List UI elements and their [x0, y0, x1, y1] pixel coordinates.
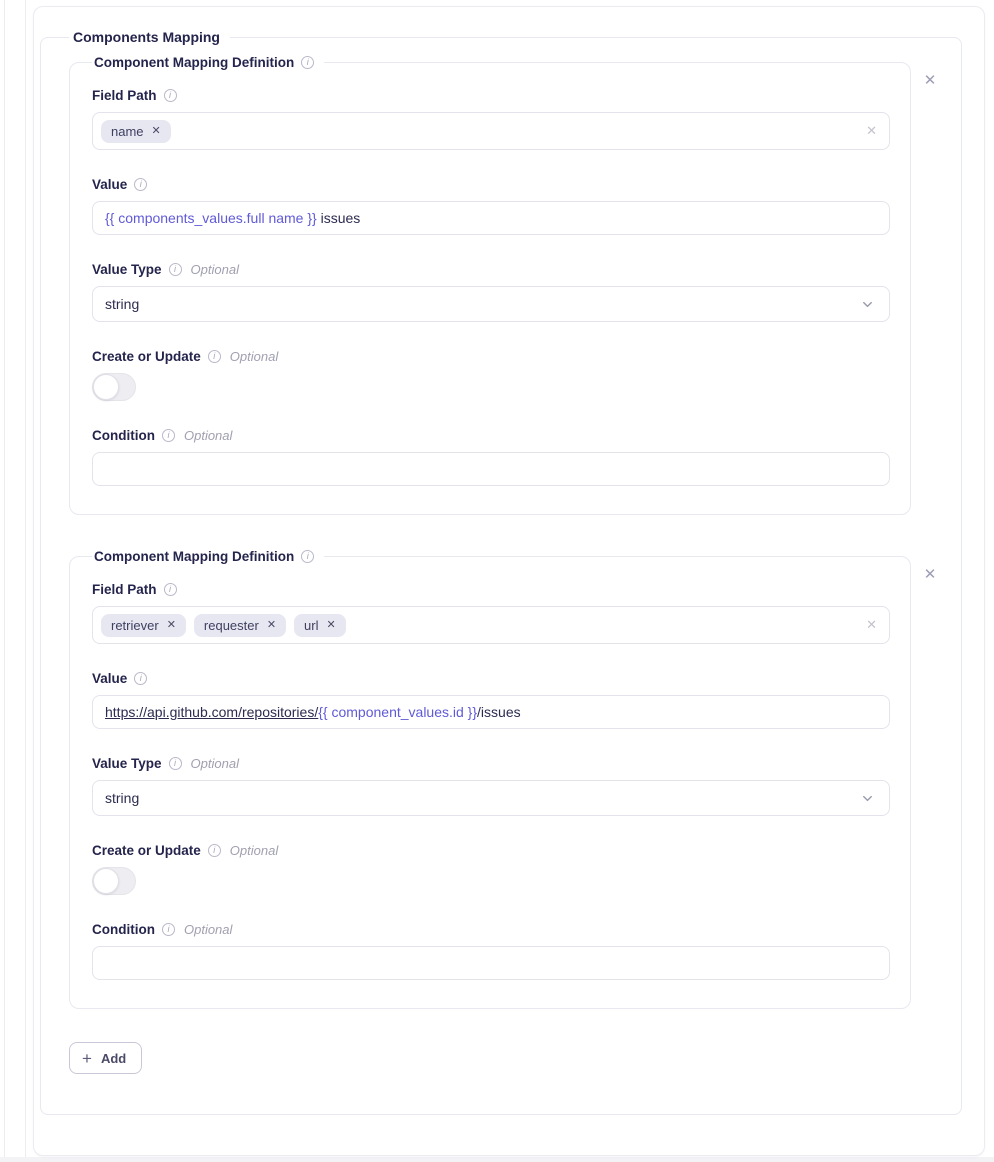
field-path-label: Field Path — [92, 582, 157, 597]
section-legend — [92, 55, 324, 70]
value-field — [92, 177, 890, 235]
select-value: string — [105, 296, 140, 312]
condition-label: Condition — [92, 922, 155, 937]
tag-remove-icon[interactable]: ✕ — [266, 618, 277, 631]
section-legend — [92, 549, 324, 564]
component-mapping-definition-row — [69, 549, 949, 1009]
field-path-label: Field Path — [92, 88, 157, 103]
components-mapping-card — [33, 6, 985, 1156]
remove-section-icon[interactable]: ✕ — [911, 563, 949, 587]
info-icon: i — [301, 550, 314, 563]
field-path-input[interactable] — [92, 112, 890, 150]
condition-field — [92, 922, 890, 980]
info-icon: i — [162, 429, 175, 442]
value-type-field — [92, 262, 890, 322]
info-icon: i — [169, 757, 182, 770]
optional-badge: Optional — [190, 756, 239, 771]
tag-chip[interactable] — [101, 120, 171, 143]
toggle-knob — [93, 868, 119, 894]
tag-label: requester — [203, 617, 259, 633]
value-field — [92, 671, 890, 729]
template-open-brace: {{ — [318, 704, 328, 720]
value-type-label: Value Type — [92, 756, 162, 771]
add-button-label: Add — [100, 1050, 127, 1066]
template-expression: {{ components_values.full name }} — [105, 210, 317, 226]
value-type-select[interactable] — [92, 286, 890, 322]
template-expression: component_values.id }} — [327, 704, 478, 720]
tag-label: url — [304, 617, 319, 633]
optional-badge: Optional — [190, 262, 239, 277]
create-or-update-field — [92, 843, 890, 895]
left-guide-line — [25, 0, 26, 1162]
condition-input[interactable] — [92, 946, 890, 980]
condition-input[interactable] — [92, 452, 890, 486]
value-input[interactable] — [92, 695, 890, 729]
condition-label: Condition — [92, 428, 155, 443]
info-icon: i — [301, 56, 314, 69]
info-icon: i — [208, 844, 221, 857]
info-icon: i — [208, 350, 221, 363]
info-icon: i — [134, 672, 147, 685]
info-icon: i — [164, 89, 177, 102]
field-path-input[interactable] — [92, 606, 890, 644]
plus-icon: + — [82, 1048, 92, 1068]
add-button[interactable] — [69, 1042, 142, 1074]
field-path-field — [92, 88, 890, 150]
create-or-update-label: Create or Update — [92, 843, 201, 858]
value-type-label: Value Type — [92, 262, 162, 277]
create-or-update-toggle[interactable] — [92, 867, 136, 895]
url-text: https://api.github.com/repositories/ — [105, 704, 319, 720]
tag-remove-icon[interactable]: ✕ — [326, 618, 336, 631]
tag-remove-icon[interactable]: ✕ — [166, 618, 176, 631]
tag-label: name — [111, 123, 144, 139]
field-path-field — [92, 582, 890, 644]
select-value: string — [105, 790, 140, 806]
remove-section-icon[interactable]: ✕ — [911, 69, 949, 93]
value-input[interactable] — [92, 201, 890, 235]
condition-field — [92, 428, 890, 486]
optional-badge: Optional — [183, 428, 233, 443]
value-type-select[interactable] — [92, 780, 890, 816]
toggle-knob — [93, 374, 119, 400]
components-mapping-legend: Components Mapping — [73, 29, 220, 45]
value-type-field — [92, 756, 890, 816]
tag-chip[interactable] — [101, 614, 186, 637]
tag-chip[interactable] — [294, 614, 346, 637]
create-or-update-toggle[interactable] — [92, 373, 136, 401]
value-label: Value — [92, 671, 128, 686]
clear-all-icon[interactable]: ✕ — [866, 617, 877, 632]
info-icon: i — [169, 263, 182, 276]
info-icon: i — [162, 923, 175, 936]
add-row — [69, 1042, 949, 1074]
info-icon: i — [164, 583, 177, 596]
clear-all-icon[interactable]: ✕ — [866, 123, 877, 138]
optional-badge: Optional — [229, 843, 279, 858]
value-text: issues — [316, 210, 361, 226]
value-text: /issues — [477, 704, 521, 720]
optional-badge: Optional — [183, 922, 233, 937]
component-mapping-definition-section — [69, 549, 911, 1009]
page-bottom-edge — [0, 1157, 994, 1162]
components-mapping-group — [40, 29, 962, 1115]
optional-badge: Optional — [229, 349, 279, 364]
tag-chip[interactable] — [194, 614, 286, 637]
section-legend-text: Component Mapping Definition — [94, 549, 295, 564]
create-or-update-label: Create or Update — [92, 349, 201, 364]
chevron-down-icon — [860, 297, 875, 312]
component-mapping-definition-section — [69, 55, 911, 515]
section-legend-text: Component Mapping Definition — [94, 55, 295, 70]
chevron-down-icon — [860, 791, 875, 806]
value-label: Value — [92, 177, 128, 192]
info-icon: i — [134, 178, 147, 191]
tag-label: retriever — [111, 617, 159, 633]
left-guide-line — [4, 0, 5, 1162]
create-or-update-field — [92, 349, 890, 401]
component-mapping-definition-row — [69, 55, 949, 515]
tag-remove-icon[interactable]: ✕ — [151, 124, 161, 137]
